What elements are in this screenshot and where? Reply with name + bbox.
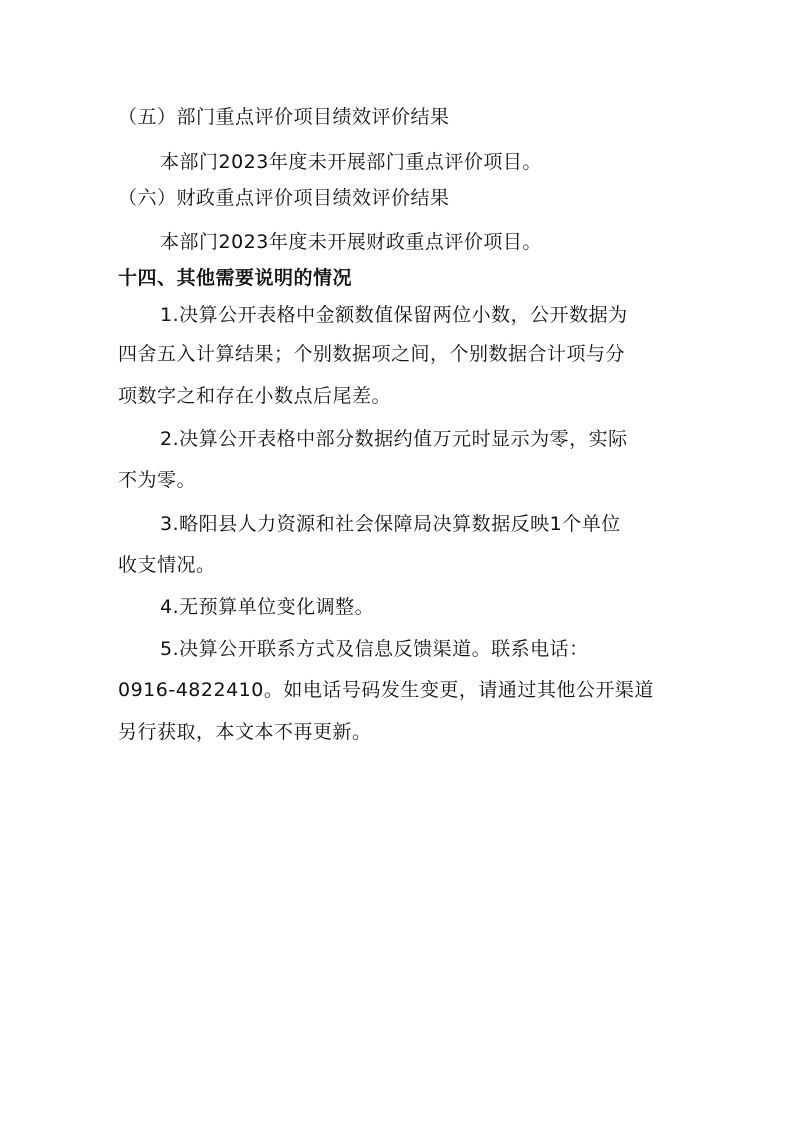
item1-line2: 四舍五入计算结果；个别数据项之间，个别数据合计项与分 xyxy=(118,343,626,365)
section6-heading: （六）财政重点评价项目绩效评价结果 xyxy=(118,187,450,209)
section5-heading: （五）部门重点评价项目绩效评价结果 xyxy=(118,106,450,128)
item3-line1: 3.略阳县人力资源和社会保障局决算数据反映1个单位 xyxy=(160,513,621,535)
section14-heading: 十四、其他需要说明的情况 xyxy=(118,267,353,289)
section5-text: 本部门2023年度未开展部门重点评价项目。 xyxy=(160,151,542,173)
item4-line1: 4.无预算单位变化调整。 xyxy=(160,596,375,618)
item1-line1: 1.决算公开表格中金额数值保留两位小数，公开数据为 xyxy=(160,304,628,326)
item3-line2: 收支情况。 xyxy=(118,554,216,576)
item5-line3: 另行获取，本文本不再更新。 xyxy=(118,721,372,743)
item2-line1: 2.决算公开表格中部分数据约值万元时显示为零，实际 xyxy=(160,428,628,450)
item2-line2: 不为零。 xyxy=(118,469,197,491)
item1-line3: 项数字之和存在小数点后尾差。 xyxy=(118,385,392,407)
item5-line2: 0916-4822410。如电话号码发生变更，请通过其他公开渠道 xyxy=(118,679,654,701)
item5-line1: 5.决算公开联系方式及信息反馈渠道。联系电话： xyxy=(160,638,589,660)
section6-text: 本部门2023年度未开展财政重点评价项目。 xyxy=(160,231,542,253)
